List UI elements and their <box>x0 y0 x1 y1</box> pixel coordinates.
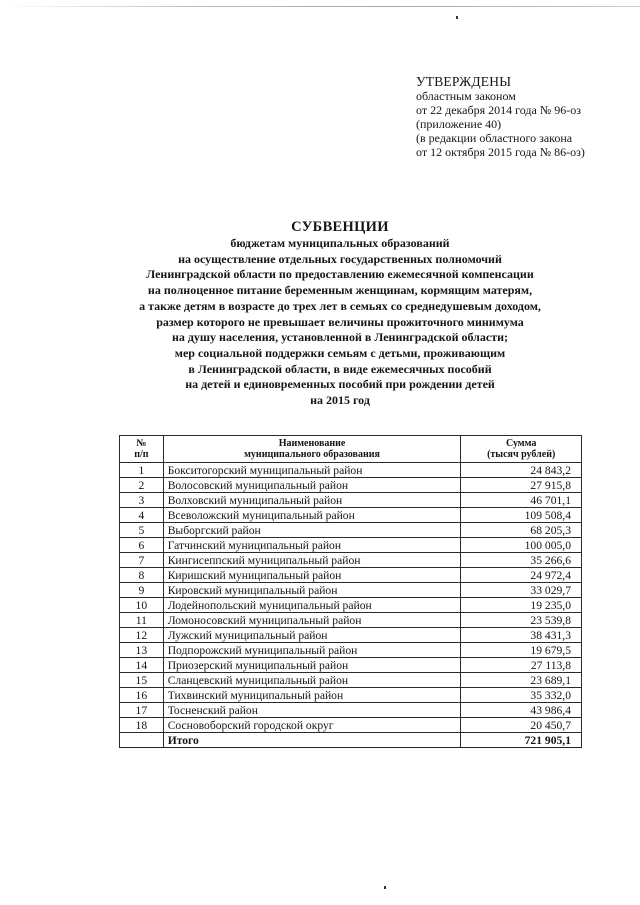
title-line: на осуществление отдельных государственных полномочий <box>178 251 502 266</box>
row-num: 2 <box>120 478 164 493</box>
title-line: а также детям в возрасте до трех лет в семьях со среднедушевым доходом, <box>139 298 541 313</box>
row-num: 15 <box>120 673 164 688</box>
scan-edge-line <box>0 6 640 7</box>
row-name: Лужский муниципальный район <box>163 628 461 643</box>
row-sum: 27 915,8 <box>461 478 582 493</box>
table-row <box>120 598 582 613</box>
row-sum: 35 266,6 <box>461 553 582 568</box>
row-num: 1 <box>120 463 164 478</box>
row-num: 3 <box>120 493 164 508</box>
row-sum: 27 113,8 <box>461 658 582 673</box>
row-sum: 68 205,3 <box>461 523 582 538</box>
row-num: 11 <box>120 613 164 628</box>
row-sum: 23 539,8 <box>461 613 582 628</box>
title-line: Ленинградской области по предоставлению ежемесячной компенсации <box>146 267 534 282</box>
row-num: 13 <box>120 643 164 658</box>
total-num <box>120 733 164 748</box>
subventions-table <box>119 435 582 748</box>
row-num: 9 <box>120 583 164 598</box>
title-line: бюджетам муниципальных образований <box>230 236 450 250</box>
table-total-row <box>120 733 582 748</box>
table-row <box>120 523 582 538</box>
row-num: 7 <box>120 553 164 568</box>
approval-stamp <box>416 74 631 159</box>
row-name: Волховский муниципальный район <box>163 493 461 508</box>
row-num: 17 <box>120 703 164 718</box>
table-row <box>120 463 582 478</box>
row-name: Лодейнопольский муниципальный район <box>163 598 461 613</box>
title-line: размер которого не превышает величины прожиточного минимума <box>156 314 524 329</box>
row-name: Киришский муниципальный район <box>163 568 461 583</box>
table-row <box>120 703 582 718</box>
row-sum: 19 679,5 <box>461 643 582 658</box>
row-num: 18 <box>120 718 164 733</box>
row-num: 5 <box>120 523 164 538</box>
table-row <box>120 658 582 673</box>
approval-line: (в редакции областного закона <box>416 131 573 145</box>
row-num: 6 <box>120 538 164 553</box>
row-sum: 100 005,0 <box>461 538 582 553</box>
table-row <box>120 553 582 568</box>
row-name: Тихвинский муниципальный район <box>163 688 461 703</box>
title-line: на душу населения, установленной в Ленинградской области; <box>171 330 509 345</box>
row-sum: 33 029,7 <box>461 583 582 598</box>
header-name: Наименование муниципального образования <box>163 436 461 463</box>
document-title <box>90 218 590 409</box>
title-line: на детей и единовременных пособий при рождении детей <box>185 377 495 392</box>
row-name: Подпорожский муниципальный район <box>163 643 461 658</box>
row-name: Волосовский муниципальный район <box>163 478 461 493</box>
title-line: в Ленинградской области, в виде ежемесячных пособий <box>188 361 492 376</box>
table-row <box>120 718 582 733</box>
row-sum: 35 332,0 <box>461 688 582 703</box>
row-sum: 38 431,3 <box>461 628 582 643</box>
row-sum: 19 235,0 <box>461 598 582 613</box>
approval-line: от 22 декабря 2014 года № 96-оз <box>416 103 582 117</box>
row-name: Ломоносовский муниципальный район <box>163 613 461 628</box>
approval-heading: УТВЕРЖДЕНЫ <box>416 74 512 89</box>
title-line: мер социальной поддержки семьям с детьми, проживающим <box>174 345 506 360</box>
row-num: 14 <box>120 658 164 673</box>
header-sum: Сумма (тысяч рублей) <box>461 436 582 463</box>
row-name: Бокситогорский муниципальный район <box>163 463 461 478</box>
row-name: Всеволожский муниципальный район <box>163 508 461 523</box>
row-sum: 24 972,4 <box>461 568 582 583</box>
header-num: № п/п <box>120 436 164 463</box>
approval-line: от 12 октября 2015 года № 86-оз) <box>416 145 585 159</box>
row-num: 8 <box>120 568 164 583</box>
title-line: на 2015 год <box>310 393 370 408</box>
total-label: Итого <box>163 733 461 748</box>
row-name: Кировский муниципальный район <box>163 583 461 598</box>
table-header-row <box>120 436 582 463</box>
title-line: на полноценное питание беременным женщинам, кормящим матерям, <box>147 283 533 298</box>
row-sum: 20 450,7 <box>461 718 582 733</box>
table-row <box>120 538 582 553</box>
table-row <box>120 478 582 493</box>
table-row <box>120 508 582 523</box>
row-num: 10 <box>120 598 164 613</box>
row-sum: 23 689,1 <box>461 673 582 688</box>
table-row <box>120 628 582 643</box>
approval-line: областным законом <box>416 89 516 103</box>
scan-speck <box>456 16 458 19</box>
row-name: Кингисеппский муниципальный район <box>163 553 461 568</box>
total-sum: 721 905,1 <box>461 733 582 748</box>
table-row <box>120 583 582 598</box>
row-sum: 109 508,4 <box>461 508 582 523</box>
row-name: Выборгский район <box>163 523 461 538</box>
table-row <box>120 613 582 628</box>
row-sum: 46 701,1 <box>461 493 582 508</box>
title-heading: СУБВЕНЦИИ <box>291 219 389 235</box>
table-row <box>120 688 582 703</box>
row-name: Сосновоборский городской округ <box>163 718 461 733</box>
row-num: 4 <box>120 508 164 523</box>
scan-speck <box>384 886 386 889</box>
table-row <box>120 643 582 658</box>
row-num: 12 <box>120 628 164 643</box>
row-sum: 24 843,2 <box>461 463 582 478</box>
row-sum: 43 986,4 <box>461 703 582 718</box>
table-row <box>120 493 582 508</box>
row-name: Приозерский муниципальный район <box>163 658 461 673</box>
row-num: 16 <box>120 688 164 703</box>
row-name: Сланцевский муниципальный район <box>163 673 461 688</box>
table-row <box>120 568 582 583</box>
table-row <box>120 673 582 688</box>
row-name: Гатчинский муниципальный район <box>163 538 461 553</box>
approval-line: (приложение 40) <box>416 117 502 131</box>
row-name: Тосненский район <box>163 703 461 718</box>
